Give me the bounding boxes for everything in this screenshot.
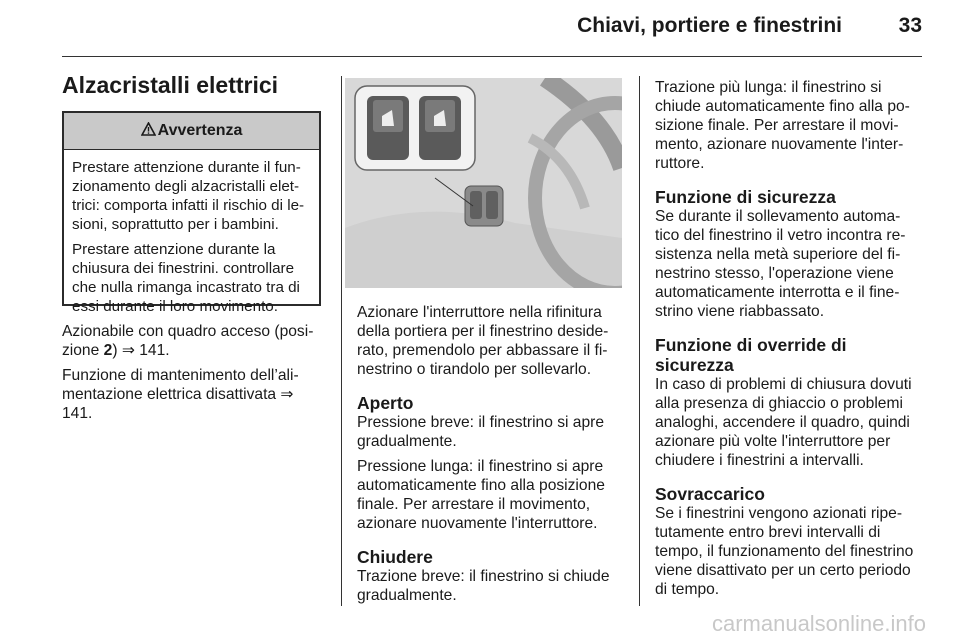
chapter-title: Chiavi, portiere e finestrini [577,14,842,37]
watermark-text: carmanualsonline.info [711,611,926,636]
body-paragraph: Azionare l'interruttore nella rifinitura della portiera per il finestrino deside-rato, premendolo per abbassare il fi-nestrino o tirandolo per sollevarlo. [357,304,609,378]
subheading-overload: Sovraccarico [655,484,765,504]
warning-triangle-icon [141,113,156,149]
page-number: 33 [898,14,922,37]
section-title: Alzacristalli elettrici [62,72,279,98]
body-paragraph: Trazione breve: il finestrino si chiude gradualmente. [357,568,610,604]
body-paragraph [62,322,324,360]
body-paragraph: Se durante il sollevamento automa-tico del finestrino il vetro incontra re-sistenza nella metà superiore del fi-nestrino stesso, l'operazione viene automaticamente interrotta e il fine-strino viene riabbassato. [655,208,906,320]
body-paragraph: Trazione più lunga: il finestrino si chiude automaticamente fino alla po-sizione finale. Per arrestare il movi-mento, azionare nuovamente l'inter-ruttore. [655,79,910,172]
subheading-override: Funzione di override di sicurezza [655,335,847,375]
window-switch-illustration [345,78,622,288]
subheading-safety: Funzione di sicurezza [655,187,836,207]
text-run: Azionabile con quadro acceso (posi-zione [62,323,314,359]
subheading-close: Chiudere [357,547,433,567]
warning-paragraph: Prestare attenzione durante il fun-zionamento degli alzacristalli elet-trici: comporta infatti il rischio di le-sioni, soprattutto per i bambini. [72,159,305,233]
warning-header [64,113,319,150]
header-divider [62,56,922,57]
body-paragraph: In caso di problemi di chiusura dovuti alla presenza di ghiaccio o problemi analoghi, accendere il quadro, quindi azionare più volte l'interruttore per chiudere i finestrini a intervalli. [655,376,912,469]
body-paragraph: Funzione di mantenimento dell’ali-mentazione elettrica disattivata ⇒ 141. [62,367,299,422]
body-paragraph: Pressione breve: il finestrino si apre gradualmente. [357,414,605,450]
key-position-bold: 2 [103,342,113,359]
warning-title: Avvertenza [157,122,243,139]
warning-paragraph: Prestare attenzione durante la chiusura dei finestrini. controllare che nulla rimanga incastrato tra di essi durante il loro movimento. [72,241,300,315]
column-divider-left [341,76,342,606]
warning-box [62,111,321,315]
text-run: ) ⇒ 141. [112,342,170,359]
page-header [0,0,960,60]
column-divider-right [639,76,640,606]
subheading-open: Aperto [357,393,414,413]
body-paragraph: Pressione lunga: il finestrino si apre automaticamente fino alla posizione finale. Per arrestare il movimento, azionare nuovamente l'interruttore. [357,458,605,532]
body-paragraph: Se i finestrini vengono azionati ripe-tutamente entro brevi intervalli di tempo, il funzionamento del finestrino viene disattivato per un certo periodo di tempo. [655,505,914,598]
